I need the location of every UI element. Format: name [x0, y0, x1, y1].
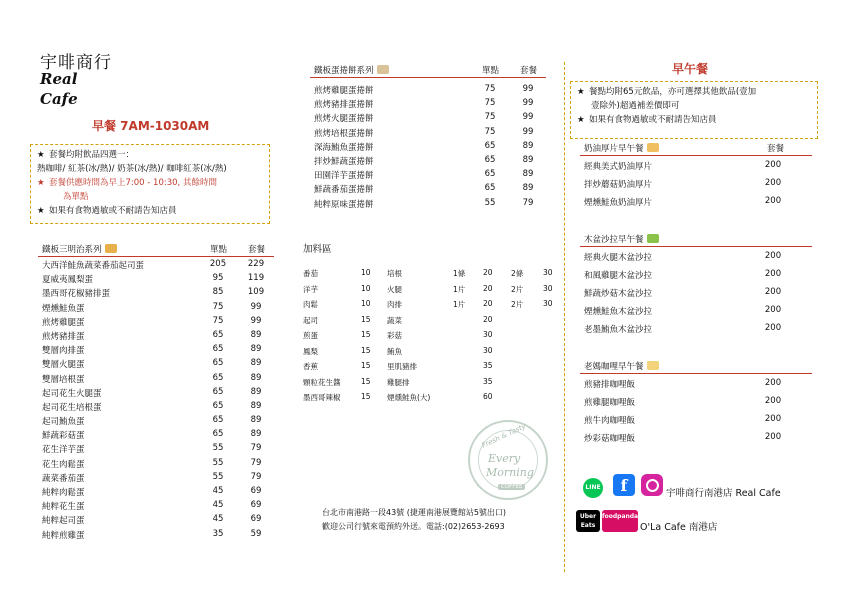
addition-cell: 30	[483, 330, 493, 339]
menu-row	[580, 413, 812, 431]
brunch-section-title-wrap	[584, 360, 659, 372]
item-price-set: 119	[247, 273, 265, 284]
item-price-single: 45	[212, 514, 224, 525]
item-name: 墨西哥花椒豬排蛋	[42, 289, 111, 300]
addition-cell: 30	[543, 268, 553, 277]
addition-cell: 鮪魚	[387, 346, 402, 356]
item-price-set: 89	[522, 183, 534, 194]
item-price-set: 200	[764, 323, 782, 333]
addition-cell: 60	[483, 392, 493, 401]
item-price-single: 65	[484, 169, 496, 180]
item-name: 花生肉鬆蛋	[42, 459, 85, 470]
item-price-single: 35	[212, 528, 224, 539]
item-price-set: 89	[250, 344, 262, 355]
addition-cell: 20	[483, 314, 493, 324]
item-name: 深海鮪魚蛋捲餅	[314, 142, 374, 153]
item-price-set: 200	[764, 251, 782, 261]
item-price-single: 55	[212, 443, 224, 454]
item-name: 雙層火腿蛋	[42, 360, 85, 371]
item-price-set: 200	[764, 396, 782, 406]
addition-cell: 10	[361, 268, 371, 277]
menu-row	[580, 377, 812, 395]
item-price-set: 69	[250, 486, 262, 496]
item-name: 煙燻鮭魚蛋	[42, 303, 85, 314]
item-price-set: 200	[764, 178, 782, 188]
menu-row	[38, 400, 274, 414]
item-price-single: 75	[212, 301, 224, 312]
every-morning-stamp	[468, 420, 548, 500]
addition-cell: 1片	[453, 284, 466, 294]
menu-row	[38, 499, 274, 513]
item-name: 煎雞腿咖哩飯	[584, 398, 636, 408]
item-price-set: 99	[522, 126, 534, 137]
notice-line: 餐點均附65元飲品，亦可選擇其他飲品(壹加	[589, 87, 757, 97]
addition-cell: 10	[361, 299, 371, 308]
item-price-single: 45	[212, 486, 224, 496]
menu-row	[38, 301, 274, 315]
item-name: 煙燻鮭魚木盆沙拉	[584, 307, 653, 317]
notice-line: 套餐均附飲品四選一：	[49, 150, 135, 160]
item-price-set: 229	[247, 259, 265, 269]
notice-line: 壹除外)超過補差價即可	[591, 101, 680, 111]
item-price-single: 85	[212, 287, 224, 298]
item-price-set: 89	[250, 372, 262, 383]
star-icon: ★	[37, 206, 45, 216]
addition-cell: 1條	[453, 269, 466, 278]
crepe-list	[310, 83, 546, 211]
section-title: 鐵板三明治系列	[42, 245, 102, 255]
item-price-single: 75	[484, 84, 496, 94]
addition-cell: 2片	[511, 300, 524, 309]
stamp-text: COFFEE	[498, 484, 525, 490]
item-price-single: 65	[484, 183, 496, 194]
addition-row	[303, 299, 553, 315]
item-price-set: 79	[250, 471, 262, 482]
addition-cell: 20	[483, 268, 493, 277]
item-price-single: 65	[484, 154, 496, 165]
item-name: 起司花生火腿蛋	[42, 388, 102, 399]
addition-cell: 蔬菜	[387, 315, 402, 325]
item-price-set: 69	[250, 514, 262, 525]
item-name: 煙燻鮭魚奶油厚片	[584, 198, 653, 208]
item-price-set: 200	[764, 196, 782, 206]
addition-cell: 番茄	[303, 269, 318, 278]
menu-row	[580, 195, 812, 213]
addition-cell: 15	[361, 376, 371, 386]
section-icon	[647, 143, 659, 152]
addition-row	[303, 346, 553, 362]
col-set: 套餐	[520, 66, 538, 76]
menu-row	[580, 286, 812, 304]
addition-cell: 30	[543, 283, 553, 293]
item-name: 夏威夷鳳梨蛋	[42, 275, 94, 286]
item-name: 煎豬排咖哩飯	[584, 380, 636, 390]
menu-row	[310, 154, 546, 168]
item-name: 經典火腿木盆沙拉	[584, 253, 653, 263]
item-price-set: 89	[250, 358, 262, 369]
section-title: 木盆沙拉早午餐	[584, 235, 644, 245]
col-set: 套餐	[248, 245, 266, 255]
addition-cell: 2條	[511, 269, 524, 278]
stamp-text: Fresh & Tasty	[480, 422, 528, 450]
menu-row	[38, 457, 274, 471]
item-name: 鮮蔬番茄蛋捲餅	[314, 185, 374, 196]
menu-row	[310, 111, 546, 125]
item-name: 純粹起司蛋	[42, 516, 85, 527]
addition-row	[303, 377, 553, 393]
item-name: 鮮蔬炒菇木盆沙拉	[584, 289, 653, 299]
item-price-set: 200	[764, 305, 782, 315]
addition-row	[303, 361, 553, 377]
item-name: 大西洋鮭魚蔬菜番茄起司蛋	[42, 261, 145, 271]
star-icon: ★	[577, 115, 585, 125]
item-price-single: 65	[212, 372, 224, 383]
addition-cell: 肉排	[387, 300, 402, 309]
addition-row	[303, 315, 553, 331]
addition-cell: 15	[361, 330, 371, 339]
notice-line: 熱咖啡/ 紅茶(冰/熱)/ 奶茶(冰/熱)/ 咖啡紅茶(冰/熱)	[37, 164, 227, 174]
item-name: 雙層培根蛋	[42, 374, 85, 385]
item-price-single: 55	[212, 471, 224, 482]
addition-cell: 10	[361, 283, 371, 293]
item-name: 拌炒鮮蔬蛋捲餅	[314, 156, 374, 167]
menu-row	[310, 140, 546, 154]
addition-cell: 彩菇	[387, 331, 402, 340]
item-name: 起司花生培根蛋	[42, 402, 102, 413]
item-price-set: 99	[522, 112, 534, 123]
instagram-icon[interactable]	[641, 474, 663, 496]
crepe-icon	[377, 65, 389, 74]
menu-row	[38, 315, 274, 329]
line-icon[interactable]: LINE	[583, 478, 603, 498]
notice-line: 為單點	[63, 192, 89, 202]
item-name: 和風雞腿木盆沙拉	[584, 271, 653, 281]
addition-cell: 30	[543, 299, 553, 308]
notice-line: 套餐供應時間為早上7:00 - 10:30, 其餘時間	[49, 178, 217, 188]
item-price-set: 200	[764, 414, 782, 424]
item-name: 煎烤火腿蛋捲餅	[314, 114, 374, 125]
item-name: 煎烤豬排蛋捲餅	[314, 100, 374, 111]
item-price-single: 65	[212, 400, 224, 411]
sandwich-list	[38, 258, 274, 542]
brand-logo	[40, 69, 78, 109]
menu-row	[38, 286, 274, 300]
addition-cell: 墨西哥辣椒	[303, 393, 341, 402]
store-social-name: 宇啡商行南港店 Real Cafe	[666, 488, 781, 499]
item-name: 拌炒蘑菇奶油厚片	[584, 180, 653, 190]
addition-cell: 洋芋	[303, 284, 318, 294]
menu-row	[580, 177, 812, 195]
item-name: 花生洋芋蛋	[42, 445, 85, 456]
brunch-title: 早午餐	[672, 62, 709, 76]
brand-logo-line2: Cafe	[40, 90, 78, 108]
addition-row	[303, 284, 553, 300]
menu-row	[580, 395, 812, 413]
star-icon: ★	[37, 150, 45, 160]
crepe-header	[310, 62, 546, 78]
item-price-single: 75	[484, 112, 496, 123]
menu-row	[310, 168, 546, 182]
column-divider	[564, 62, 565, 572]
menu-row	[38, 528, 274, 542]
menu-row	[310, 97, 546, 111]
item-price-single: 55	[484, 197, 496, 208]
menu-row	[38, 372, 274, 386]
brunch-section-title-wrap	[584, 142, 659, 154]
item-price-set: 99	[250, 301, 262, 312]
item-price-single: 205	[209, 259, 227, 269]
brunch-section-header	[580, 358, 812, 374]
brand-logo-line1: Real	[40, 70, 78, 88]
item-name: 起司鮪魚蛋	[42, 417, 85, 428]
address-line: 台北市南港路一段43號 (捷運南港展覽館站5號出口)	[322, 508, 507, 517]
item-price-single: 65	[212, 429, 224, 440]
item-price-single: 65	[212, 358, 224, 369]
star-icon: ★	[37, 178, 45, 188]
addition-cell: 火腿	[387, 284, 402, 294]
uber-eats-icon[interactable]: Uber Eats	[576, 510, 600, 532]
additions-title: 加料區	[303, 244, 332, 255]
addition-cell: 顆粒花生醬	[303, 377, 341, 387]
menu-row	[38, 343, 274, 357]
addition-cell: 鳳梨	[303, 346, 318, 356]
col-single: 單點	[482, 66, 500, 76]
item-name: 田園洋芋蛋捲餅	[314, 171, 374, 182]
item-price-single: 55	[212, 457, 224, 468]
item-name: 純粹煎雞蛋	[42, 530, 85, 541]
addition-row	[303, 392, 553, 408]
menu-row	[38, 357, 274, 371]
menu-row	[580, 431, 812, 449]
item-price-single: 65	[212, 386, 224, 397]
set-meal-notice	[30, 144, 270, 224]
addition-cell: 培根	[387, 269, 402, 278]
addition-cell: 15	[361, 345, 371, 355]
item-price-set: 89	[250, 429, 262, 440]
item-price-set: 79	[250, 457, 262, 468]
item-price-set: 79	[522, 197, 534, 208]
item-price-set: 89	[522, 154, 534, 165]
notice-line: 如果有食物過敏或不耐請告知店員	[49, 206, 177, 216]
addition-cell: 里肌豬排	[387, 362, 417, 371]
facebook-icon[interactable]: f	[613, 474, 635, 496]
menu-row	[310, 83, 546, 97]
addition-cell: 煎蛋	[303, 331, 318, 340]
item-price-set: 89	[522, 169, 534, 180]
foodpanda-icon[interactable]: foodpanda	[602, 510, 638, 532]
menu-row	[38, 272, 274, 286]
item-price-set: 59	[250, 528, 262, 539]
addition-cell: 20	[483, 283, 493, 293]
sandwich-header	[38, 241, 274, 257]
menu-row	[38, 414, 274, 428]
item-price-set: 99	[522, 98, 534, 109]
menu-row	[310, 126, 546, 140]
menu-row	[38, 485, 274, 499]
item-price-single: 65	[484, 140, 496, 151]
item-price-single: 65	[212, 415, 224, 426]
addition-row	[303, 330, 553, 346]
brunch-section-header	[580, 140, 812, 156]
item-price-set: 200	[764, 378, 782, 388]
menu-row	[38, 258, 274, 272]
menu-row	[38, 471, 274, 485]
addition-cell: 香蕉	[303, 362, 318, 371]
item-price-single: 75	[484, 126, 496, 137]
section-title: 老媽咖哩早午餐	[584, 362, 644, 372]
item-price-single: 45	[212, 500, 224, 511]
item-name: 純粹肉鬆蛋	[42, 488, 85, 498]
item-name: 老墨鮪魚木盆沙拉	[584, 325, 653, 335]
stamp-text: Every	[488, 452, 521, 465]
item-name: 鮮蔬彩菇蛋	[42, 431, 85, 442]
item-name: 煎牛肉咖哩飯	[584, 416, 636, 426]
col-set: 套餐	[767, 144, 785, 154]
addition-cell: 35	[483, 376, 493, 386]
item-name: 煎烤雞腿蛋捲餅	[314, 86, 374, 96]
menu-row	[38, 513, 274, 527]
item-price-set: 200	[764, 432, 782, 442]
notice-line: 如果有食物過敏或不耐請告知店員	[589, 115, 717, 125]
item-price-single: 65	[212, 344, 224, 355]
addition-cell: 肉鬆	[303, 300, 318, 309]
addition-cell: 煙燻鮭魚(大)	[387, 393, 431, 402]
item-price-set: 89	[250, 400, 262, 411]
item-name: 炒彩菇咖哩飯	[584, 434, 636, 444]
item-price-set: 89	[250, 415, 262, 426]
section-icon	[647, 234, 659, 243]
section-icon	[647, 361, 659, 370]
menu-row	[580, 250, 812, 268]
menu-row	[580, 304, 812, 322]
item-price-set: 99	[250, 315, 262, 326]
phone-line: 歡迎公司行號來電預約外送。電話:(02)2653-2693	[322, 522, 505, 531]
sandwich-icon	[105, 244, 117, 253]
addition-cell: 起司	[303, 315, 318, 325]
addition-cell: 35	[483, 361, 493, 370]
item-name: 煎烤培根蛋捲餅	[314, 128, 374, 139]
item-price-set: 200	[764, 160, 782, 170]
menu-row	[580, 159, 812, 177]
brunch-section-title-wrap	[584, 233, 659, 245]
item-name: 純粹花生蛋	[42, 502, 85, 513]
brand-name-cn: 宇啡商行	[40, 53, 112, 73]
breakfast-time: 早餐 7AM-1030AM	[92, 119, 210, 133]
item-price-set: 89	[250, 329, 262, 340]
addition-cell: 30	[483, 345, 493, 355]
addition-cell: 雞腿排	[387, 377, 410, 387]
address-block	[322, 506, 506, 534]
item-price-single: 95	[212, 273, 224, 284]
item-price-set: 200	[764, 269, 782, 279]
addition-cell: 15	[361, 314, 371, 324]
item-price-single: 75	[212, 315, 224, 326]
addition-cell: 2片	[511, 284, 524, 294]
section-title: 鐵板蛋捲餅系列	[314, 66, 374, 76]
addition-cell: 20	[483, 299, 493, 308]
item-name: 煎烤豬排蛋	[42, 331, 85, 342]
section-title: 奶油厚片早午餐	[584, 144, 644, 154]
item-name: 經典美式奶油厚片	[584, 162, 653, 172]
star-icon: ★	[577, 87, 585, 97]
item-price-set: 69	[250, 500, 262, 511]
item-name: 雙層肉排蛋	[42, 346, 85, 357]
menu-row	[38, 386, 274, 400]
item-price-set: 89	[250, 386, 262, 397]
menu-row	[580, 268, 812, 286]
item-price-set: 109	[247, 287, 265, 298]
item-price-set: 89	[522, 140, 534, 151]
item-price-set: 200	[764, 287, 782, 297]
brunch-section-header	[580, 231, 812, 247]
item-price-set: 99	[522, 84, 534, 94]
item-name: 煎烤雞腿蛋	[42, 317, 85, 328]
addition-cell: 15	[361, 392, 371, 401]
menu-row	[310, 197, 546, 211]
menu-row	[38, 442, 274, 456]
stamp-text: Morning	[486, 466, 534, 479]
additions-table	[303, 268, 553, 408]
menu-row	[310, 182, 546, 196]
item-name: 蔬菜番茄蛋	[42, 473, 85, 484]
menu-row	[38, 428, 274, 442]
menu-row	[580, 322, 812, 340]
col-single: 單點	[210, 245, 228, 255]
item-price-single: 75	[484, 98, 496, 109]
brunch-notice	[570, 81, 818, 139]
item-price-single: 65	[212, 329, 224, 340]
ola-cafe-name: O'La Cafe 南港店	[640, 522, 718, 533]
addition-cell: 15	[361, 361, 371, 370]
addition-row	[303, 268, 553, 284]
item-price-set: 79	[250, 443, 262, 454]
addition-cell: 1片	[453, 300, 466, 309]
menu-row	[38, 329, 274, 343]
item-name: 純粹原味蛋捲餅	[314, 199, 374, 210]
